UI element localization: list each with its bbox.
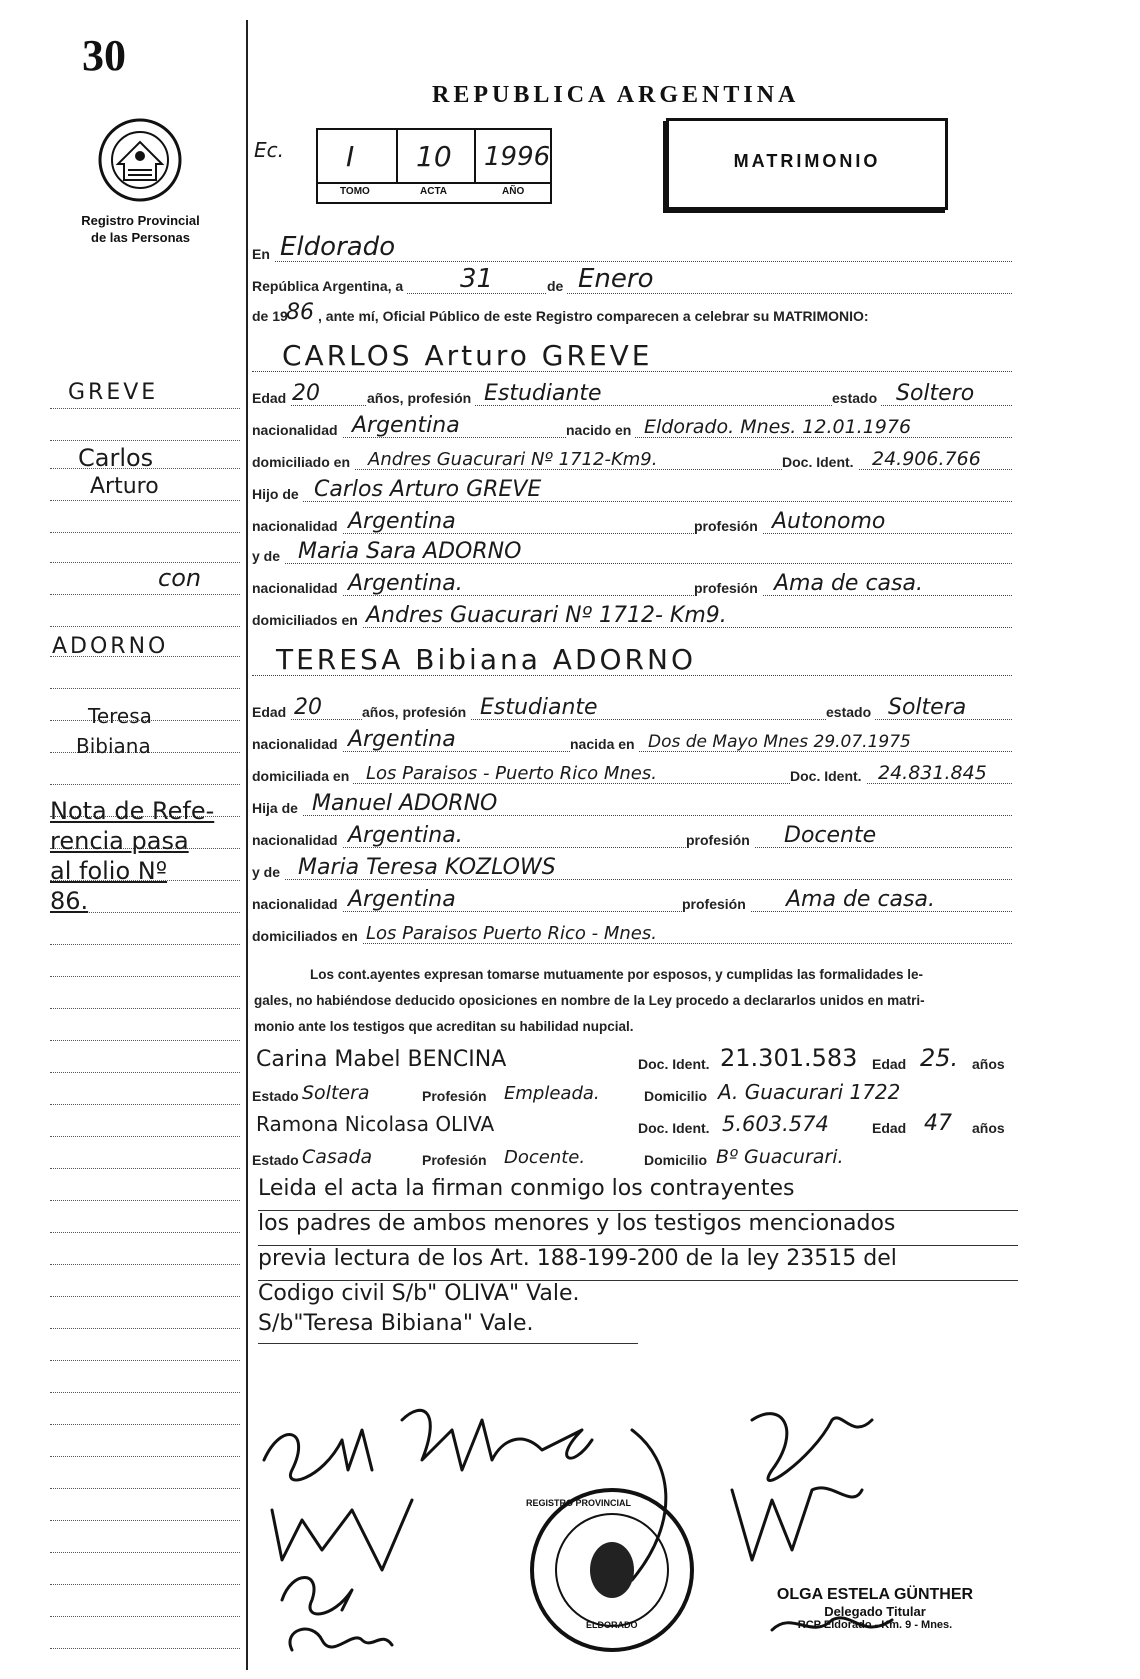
groom-hijo-label: Hijo de — [252, 486, 303, 502]
witness2-edad-label: Edad — [872, 1120, 910, 1136]
round-seal-top: REGISTRO PROVINCIAL — [526, 1498, 632, 1508]
tomo-label: TOMO — [340, 186, 370, 197]
witness1-profesion: Empleada. — [504, 1083, 600, 1104]
date-clause-row — [252, 300, 1012, 326]
margin-bride-first1: Teresa — [88, 704, 152, 728]
bride-profesion: Estudiante — [480, 695, 598, 720]
witness2-doc: 5.603.574 — [722, 1112, 829, 1136]
margin-nota-line-4: 86. — [50, 887, 89, 915]
country-title: REPUBLICA ARGENTINA — [432, 82, 800, 108]
bride-padres-dom: Los Paraisos Puerto Rico - Mnes. — [366, 923, 657, 944]
bride-doc: 24.831.845 — [878, 762, 987, 784]
witness1-doc-label: Doc. Ident. — [638, 1056, 714, 1072]
provincial-seal-icon — [98, 118, 182, 202]
bride-domicilio-label: domiciliada en — [252, 768, 353, 784]
registry-name — [58, 212, 223, 246]
groom-nacionalidad: Argentina — [352, 413, 460, 438]
groom-nacido-label: nacido en — [566, 422, 635, 438]
witness1-estado: Soltera — [302, 1082, 370, 1104]
bride-estado-label: estado — [826, 704, 875, 720]
margin-nota-line-2: rencia pasa — [50, 827, 189, 855]
witness1-domicilio: A. Guacurari 1722 — [718, 1080, 901, 1104]
bride-hija-label: Hija de — [252, 800, 302, 816]
groom-doc: 24.906.766 — [872, 448, 981, 470]
groom-padres-dom: Andres Guacurari Nº 1712- Km9. — [366, 603, 727, 628]
tomo-value: I — [346, 140, 355, 173]
groom-padre-prof: Autonomo — [772, 509, 886, 534]
date-day: 31 — [460, 264, 494, 294]
groom-padre-nac-label: nacionalidad — [252, 518, 342, 534]
witness2-profesion-label: Profesión — [422, 1152, 491, 1168]
place-value: Eldorado — [280, 232, 396, 262]
official-stamp — [760, 1586, 990, 1631]
legal-line-3: monio ante los testigos que acreditan su habilidad nupcial. — [254, 1019, 634, 1034]
document-type: MATRIMONIO — [733, 151, 881, 171]
witness2-anios-label: años — [972, 1120, 1009, 1136]
bride-domicilio: Los Paraisos - Puerto Rico Mnes. — [366, 763, 657, 784]
registry-line1: Registro Provincial — [81, 213, 200, 228]
anio-label: AÑO — [502, 186, 525, 197]
bride-doc-label: Doc. Ident. — [790, 768, 866, 784]
bride-nacionalidad: Argentina — [348, 727, 456, 752]
closing-line-5: S/b"Teresa Bibiana" Vale. — [258, 1311, 638, 1344]
bride-nacida: Dos de Mayo Mnes 29.07.1975 — [648, 732, 911, 752]
legal-paragraph — [254, 962, 1014, 1040]
acta-value: 10 — [416, 140, 452, 173]
margin-groom-first2: Arturo — [90, 474, 159, 499]
closing-line-3: previa lectura de los Art. 188-199-200 de la ley 23515 del — [258, 1246, 1018, 1281]
bride-padres-dom-label: domiciliados en — [252, 928, 362, 944]
date-month: Enero — [578, 264, 654, 294]
bride-full-name: TERESA Bibiana ADORNO — [276, 643, 696, 676]
bride-padre-nac: Argentina. — [348, 823, 463, 848]
anio-value: 1996 — [484, 142, 551, 172]
official-title: Delegado Titular — [824, 1604, 926, 1619]
witness1-domicilio-label: Domicilio — [644, 1088, 711, 1104]
bride-madre: Maria Teresa KOZLOWS — [298, 855, 556, 880]
date-clause: , ante mí, Oficial Público de este Registro comparecen a celebrar su MATRIMONIO: — [318, 308, 869, 324]
bride-padre: Manuel ADORNO — [312, 791, 498, 816]
official-office: RCP Eldorado - Km. 9 - Mnes. — [797, 1619, 953, 1631]
groom-padre: Carlos Arturo GREVE — [314, 477, 542, 502]
groom-padres-dom-label: domiciliados en — [252, 612, 362, 628]
closing-line-2: los padres de ambos menores y los testigos mencionados — [258, 1211, 1018, 1246]
margin-nota-line-1: Nota de Refe- — [50, 797, 215, 825]
bride-madre-prof-label: profesión — [682, 896, 750, 912]
bride-padre-nac-label: nacionalidad — [252, 832, 342, 848]
bride-nacionalidad-label: nacionalidad — [252, 736, 342, 752]
groom-nacionalidad-label: nacionalidad — [252, 422, 342, 438]
acta-label: ACTA — [420, 186, 448, 197]
witness1-profesion-label: Profesión — [422, 1088, 491, 1104]
date-de-label: de — [547, 278, 567, 294]
groom-doc-label: Doc. Ident. — [782, 454, 858, 470]
witness1-edad-label: Edad — [872, 1056, 910, 1072]
groom-domicilio: Andres Guacurari Nº 1712-Km9. — [368, 449, 658, 470]
groom-madre-prof: Ama de casa. — [774, 571, 923, 596]
witness2-profesion: Docente. — [504, 1147, 586, 1168]
record-box — [316, 128, 552, 204]
witness2-estado-label: Estado — [252, 1152, 303, 1168]
witness1-name: Carina Mabel BENCINA — [256, 1047, 507, 1072]
bride-estado: Soltera — [888, 695, 967, 720]
bride-edad-label: Edad — [252, 704, 290, 720]
year-prefix: de 19 — [252, 308, 288, 324]
date-label: República Argentina, a — [252, 278, 407, 294]
bride-edad: 20 — [294, 695, 322, 720]
groom-madre-nac: Argentina. — [348, 571, 463, 596]
witness1-anios-label: años — [972, 1056, 1009, 1072]
groom-madre-nac-label: nacionalidad — [252, 580, 342, 596]
closing-line-1: Leida el acta la firman conmigo los contrayentes — [258, 1176, 1018, 1211]
official-name: OLGA ESTELA GÜNTHER — [776, 1586, 974, 1603]
witness1-estado-label: Estado — [252, 1088, 303, 1104]
closing-notes — [258, 1176, 1018, 1344]
margin-rule — [246, 20, 248, 1670]
groom-padre-nac: Argentina — [348, 509, 456, 534]
margin-groom-first1: Carlos — [78, 444, 154, 472]
groom-y-de-label: y de — [252, 548, 284, 564]
groom-padre-prof-label: profesión — [694, 518, 762, 534]
place-label: En — [252, 246, 274, 262]
bride-nacida-label: nacida en — [570, 736, 639, 752]
ec-mark: Ec. — [254, 138, 284, 162]
margin-bride-first2: Bibiana — [76, 734, 151, 758]
groom-madre-prof-label: profesión — [694, 580, 762, 596]
margin-nota — [50, 796, 214, 916]
closing-line-4: Codigo civil S/b" OLIVA" Vale. — [258, 1281, 580, 1306]
groom-profesion: Estudiante — [484, 381, 602, 406]
margin-bride-surname: ADORNO — [52, 634, 169, 659]
groom-full-name: CARLOS Arturo GREVE — [282, 339, 653, 372]
bride-y-de-label: y de — [252, 864, 284, 880]
bride-padre-prof: Docente — [784, 823, 877, 848]
witness2-domicilio: Bº Guacurari. — [716, 1146, 844, 1168]
bride-madre-prof: Ama de casa. — [786, 887, 935, 912]
margin-nota-line-3: al folio Nº — [50, 857, 168, 885]
document-type-box — [666, 118, 948, 210]
witness1-edad: 25. — [920, 1044, 959, 1072]
groom-edad-label: Edad — [252, 390, 290, 406]
groom-estado: Soltero — [896, 381, 975, 406]
margin-groom-surname: GREVE — [68, 380, 159, 405]
groom-profesion-label: años, profesión — [367, 390, 475, 406]
witness2-doc-label: Doc. Ident. — [638, 1120, 714, 1136]
page-number: 30 — [82, 31, 126, 80]
groom-estado-label: estado — [832, 390, 881, 406]
round-seal-bottom: ELDORADO — [586, 1620, 638, 1630]
witness1-doc: 21.301.583 — [720, 1044, 858, 1072]
groom-domicilio-label: domiciliado en — [252, 454, 354, 470]
witness2-domicilio-label: Domicilio — [644, 1152, 711, 1168]
bride-padre-prof-label: profesión — [686, 832, 754, 848]
legal-line-2: gales, no habiéndose deducido oposiciones en nombre de la Ley procedo a declararlos unidos en matri- — [254, 993, 925, 1008]
bride-madre-nac: Argentina — [348, 887, 456, 912]
legal-line-1: Los cont.ayentes expresan tomarse mutuamente por esposos, y cumplidas las formalidades le- — [310, 967, 923, 982]
witness2-name: Ramona Nicolasa OLIVA — [256, 1112, 495, 1136]
groom-edad: 20 — [292, 381, 320, 406]
bride-profesion-label: años, profesión — [362, 704, 470, 720]
bride-madre-nac-label: nacionalidad — [252, 896, 342, 912]
witness2-edad: 47 — [924, 1111, 952, 1136]
groom-nacido: Eldorado. Mnes. 12.01.1976 — [644, 416, 912, 438]
groom-madre: Maria Sara ADORNO — [298, 539, 522, 564]
registry-line2: de las Personas — [91, 230, 190, 245]
witness2-estado: Casada — [302, 1146, 373, 1168]
margin-con: con — [158, 564, 202, 592]
year-suffix: 86 — [286, 300, 314, 325]
